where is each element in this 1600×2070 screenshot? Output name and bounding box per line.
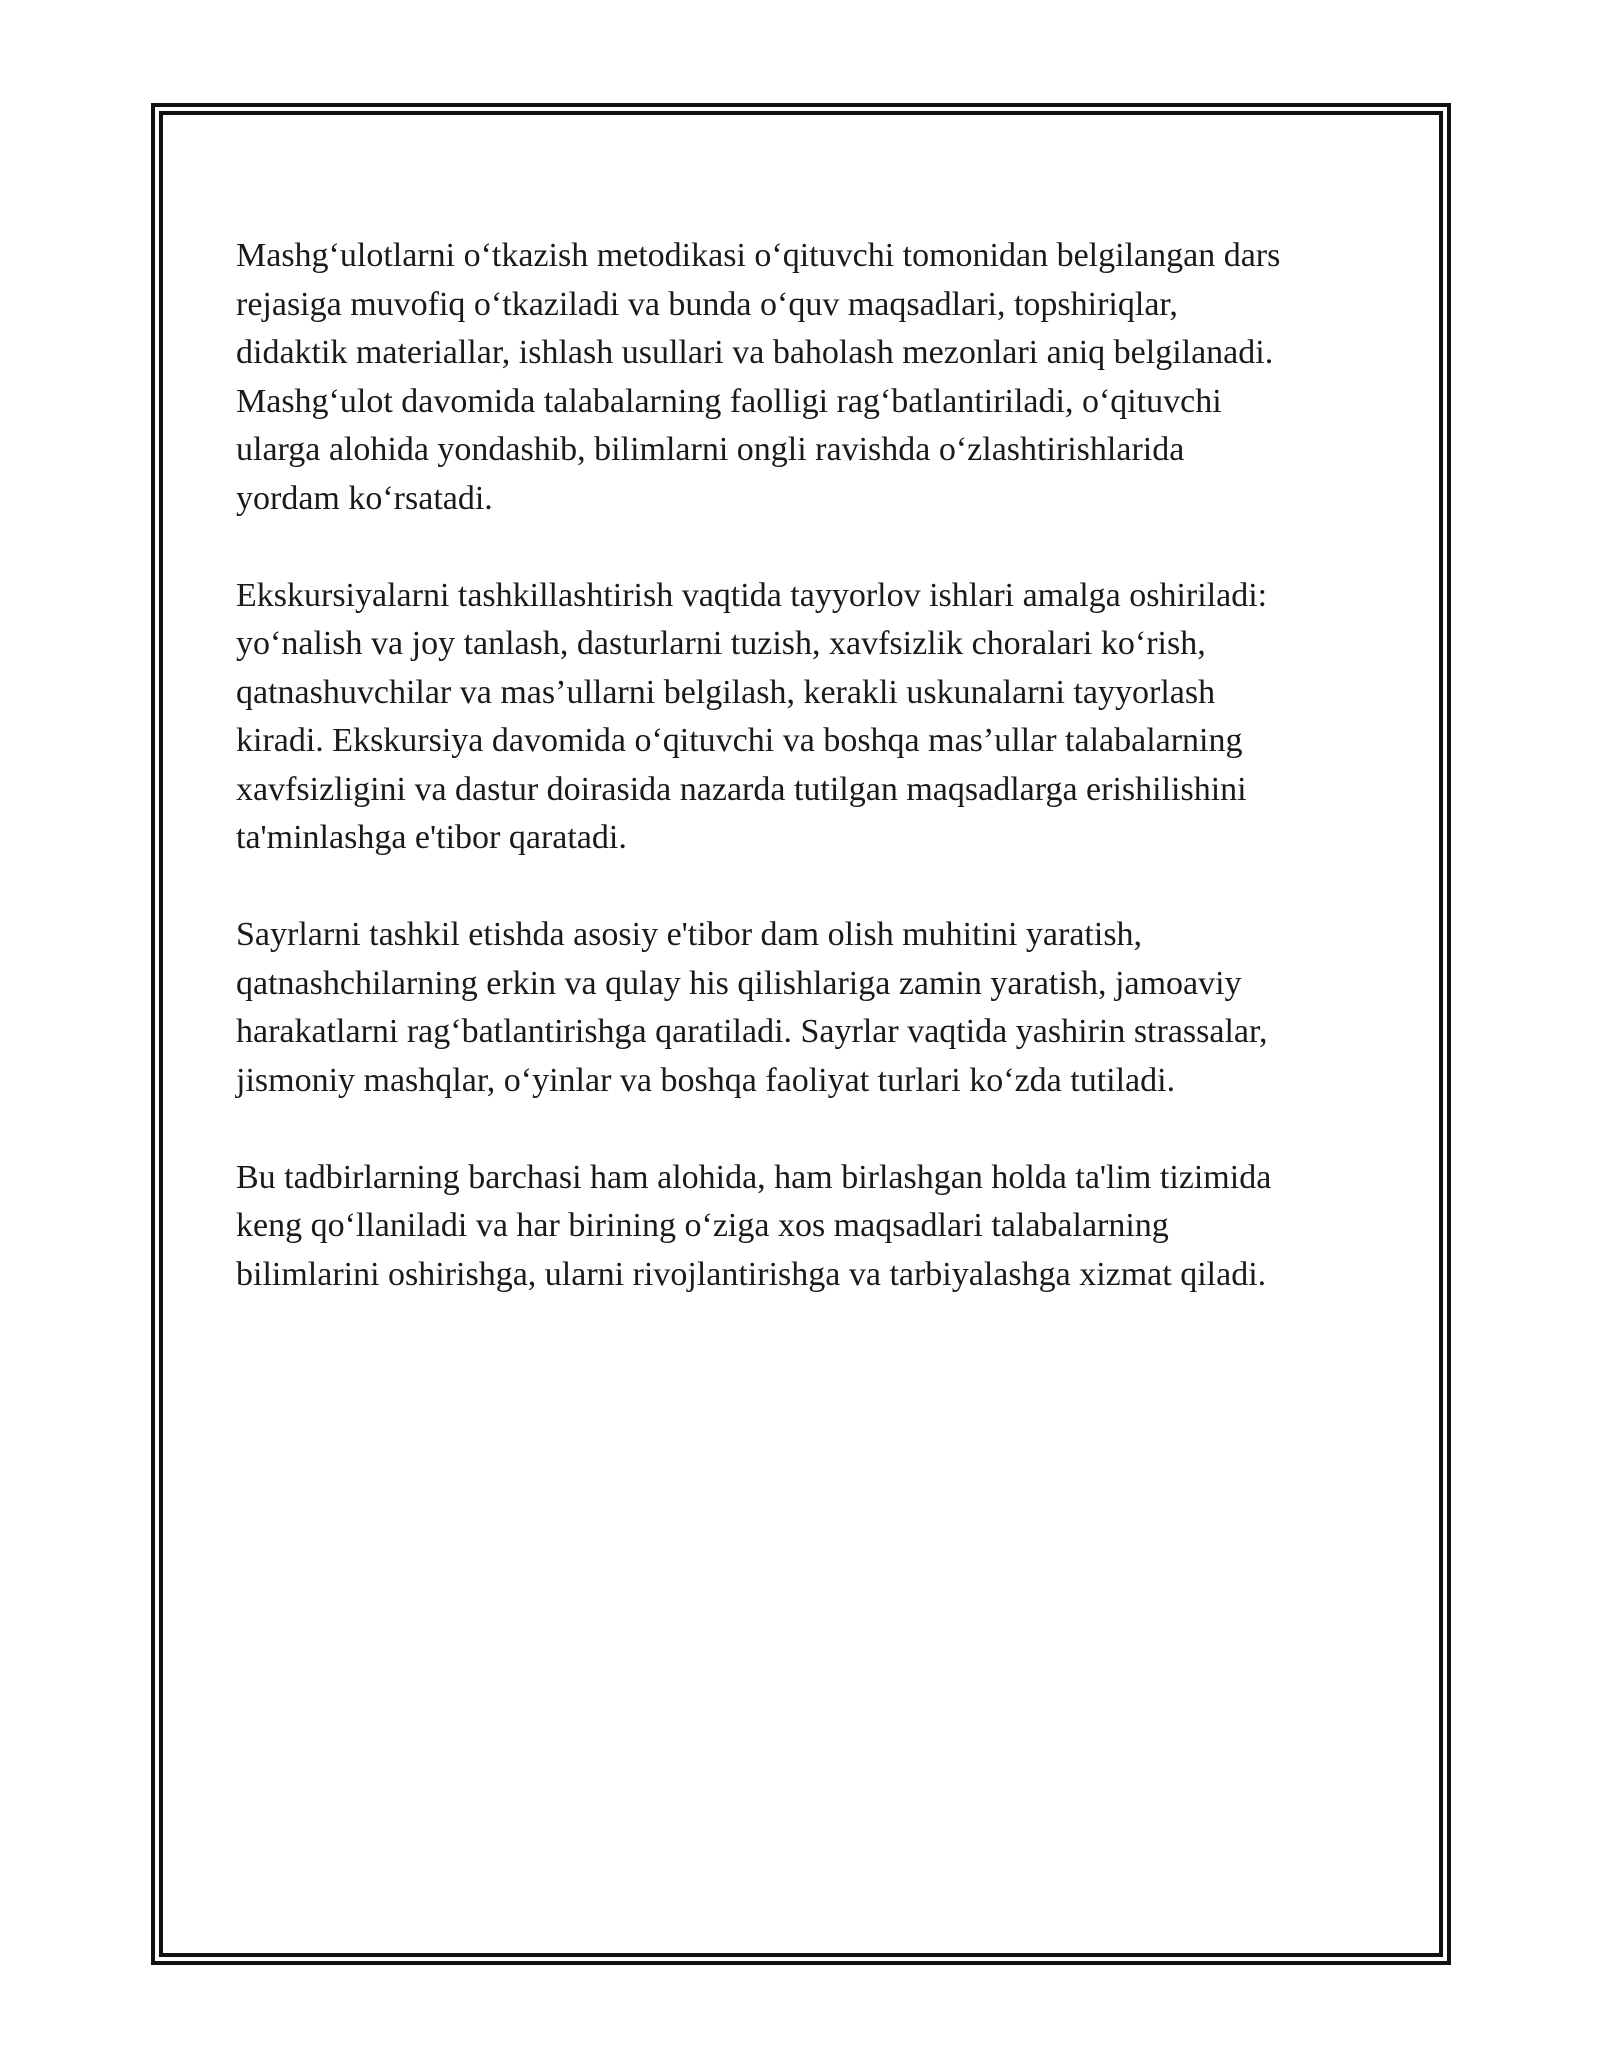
text-line: ularga alohida yondashib, bilimlarni ongli ravishda o‘zlashtirishlarida — [236, 431, 1185, 468]
text-line: Mashg‘ulot davomida talabalarning faolligi rag‘batlantiriladi, o‘qituvchi — [236, 382, 1222, 420]
text-line: jismoniy mashqlar, o‘yinlar va boshqa faoliyat turlari ko‘zda tutiladi. — [236, 1061, 1176, 1099]
text-line: rejasiga muvofiq o‘tkaziladi va bunda o‘quv maqsadlari, topshiriqlar, — [236, 285, 1178, 323]
text-line: yordam ko‘rsatadi. — [236, 479, 493, 517]
paragraph-3 — [236, 911, 1386, 1105]
text-line: qatnashuvchilar va mas’ullarni belgilash, kerakli uskunalarni tayyorlash — [236, 673, 1216, 711]
text-line: harakatlarni rag‘batlantirishga qaratiladi. Sayrlar vaqtida yashirin strassalar, — [236, 1013, 1268, 1050]
text-line: Bu tadbirlarning barchasi ham alohida, ham birlashgan holda ta'lim tizimida — [236, 1158, 1272, 1196]
text-line: ta'minlashga e'tibor qaratadi. — [236, 819, 627, 856]
text-line: keng qo‘llaniladi va har birining o‘ziga xos maqsadlari talabalarning — [236, 1207, 1169, 1244]
text-line: kiradi. Ekskursiya davomida o‘qituvchi va boshqa mas’ullar talabalarning — [236, 722, 1243, 759]
text-line: xavfsizligini va dastur doirasida nazarda tutilgan maqsadlarga erishilishini — [236, 770, 1247, 808]
text-line: didaktik materiallar, ishlash usullari va baholash mezonlari aniq belgilanadi. — [236, 334, 1274, 371]
paragraph-2 — [236, 572, 1386, 863]
text-line: qatnashchilarning erkin va qulay his qilishlariga zamin yaratish, jamoaviy — [236, 964, 1242, 1002]
text-line: Sayrlarni tashkil etishda asosiy e'tibor dam olish muhitini yaratish, — [236, 916, 1143, 953]
text-line: bilimlarini oshirishga, ularni rivojlantirishga va tarbiyalashga xizmat qiladi. — [236, 1255, 1267, 1293]
text-line: Mashg‘ulotlarni o‘tkazish metodikasi o‘qituvchi tomonidan belgilangan dars — [236, 237, 1281, 274]
document-body — [236, 232, 1386, 1299]
text-line: yo‘nalish va joy tanlash, dasturlarni tuzish, xavfsizlik choralari ko‘rish, — [236, 625, 1206, 662]
paragraph-1 — [236, 232, 1386, 523]
paragraph-4 — [236, 1154, 1386, 1300]
text-line: Ekskursiyalarni tashkillashtirish vaqtida tayyorlov ishlari amalga oshiriladi: — [236, 576, 1268, 614]
